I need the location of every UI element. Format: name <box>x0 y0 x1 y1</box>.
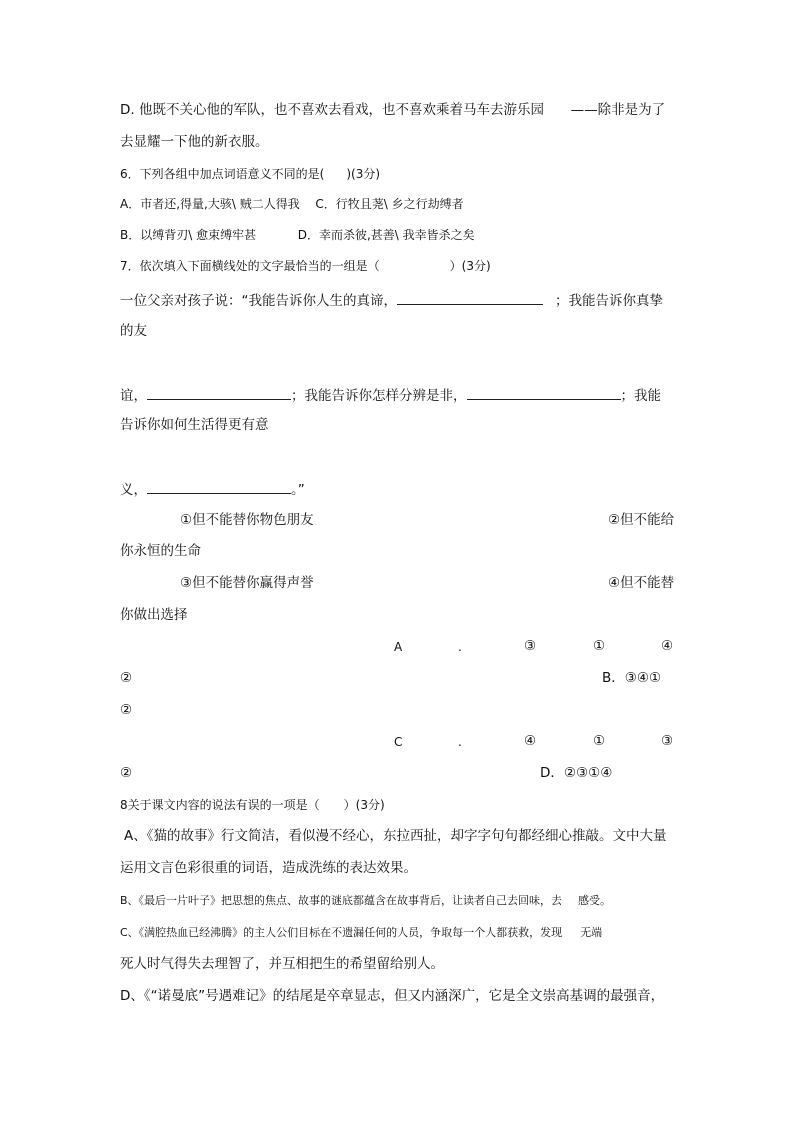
q7-choice-c-dot: . <box>458 735 462 749</box>
q7-item-2: ②但不能给 <box>608 512 675 528</box>
q7-blank-1[interactable] <box>397 290 543 305</box>
q5-option-d-tail: ——除非是为了 <box>570 102 666 118</box>
q6-stem <box>120 165 380 183</box>
q7-passage-part1: 一位父亲对孩子说：“我能告诉你人生的真谛， <box>120 293 397 309</box>
q6-option-d: D．幸而杀彼,甚善\ 我幸皆杀之矣 <box>297 228 475 242</box>
q7-choice-c-item2: ① <box>593 733 606 749</box>
q5-option-d-line2: 去显耀一下他的新衣服。 <box>120 134 269 150</box>
q7-passage-part3: 谊， <box>120 388 147 404</box>
q8-option-c-tail: 无端 <box>580 926 603 939</box>
q7-choice-a-item2: ① <box>593 638 606 654</box>
q7-item-4-cont: 你做出选择 <box>120 607 188 623</box>
q7-blank-3[interactable] <box>467 385 621 400</box>
q7-passage-line1 <box>120 290 663 310</box>
q7-blank-2[interactable] <box>147 385 291 400</box>
q6-options-row1 <box>120 195 464 213</box>
q8-option-c-line2: 死人时气得失去理智了，并互相把生的希望留给别人。 <box>120 956 444 972</box>
q8-option-c-text: C、《满腔热血已经沸腾》的主人公们目标在不遗漏任何的人员，争取每一个人都获救，发现 <box>120 926 563 939</box>
q7-stem <box>120 257 491 275</box>
q7-choice-b-cont: ② <box>120 702 133 718</box>
q7-choice-d: D．②③①④ <box>540 765 613 781</box>
q8-stem-text: 8关于课文内容的说法有误的一项是（ <box>120 798 320 812</box>
q7-choice-c-item1: ④ <box>524 733 537 749</box>
q8-option-a-line1: A、《猫的故事》行文简洁，看似漫不经心，东拉西扯，却字字句句都经细心推敲。文中大量 <box>124 828 667 844</box>
q6-stem-score: )(3分) <box>346 167 381 181</box>
q7-choice-a-item4: ② <box>120 670 133 686</box>
q7-item-1: ①但不能替你物色朋友 <box>180 512 314 528</box>
q7-passage-part5: ；我能 <box>620 388 661 404</box>
q8-option-a-line2: 运用文言色彩很重的词语，造成洗练的表达效果。 <box>120 860 417 876</box>
q7-choice-a-letter: A <box>394 640 403 654</box>
q7-choice-c-item4: ② <box>120 765 133 781</box>
q7-passage-line2: 的友 <box>120 323 147 339</box>
q7-choice-a-item3: ④ <box>661 638 674 654</box>
q8-option-b-text: B、《最后一片叶子》把思想的焦点、故事的谜底都蕴含在故事背后，让读者自己去回味，去 <box>120 894 563 907</box>
q8-option-b <box>120 892 611 910</box>
q7-item-3: ③但不能替你赢得声誉 <box>180 575 314 591</box>
q8-stem-score: ）(3分) <box>343 798 385 812</box>
q8-stem <box>120 796 385 814</box>
q6-option-c: C．行牧且荛\ 乡之行劫缚者 <box>315 197 464 211</box>
q7-passage-part4: ；我能告诉你怎样分辨是非， <box>291 388 467 404</box>
q7-passage-line3 <box>120 385 661 405</box>
q5-option-d-text: D. 他既不关心他的军队，也不喜欢去看戏，也不喜欢乘着马车去游乐园 <box>120 102 544 118</box>
q8-option-d: D、《“诺曼底”号遇难记》的结尾是卒章显志，但又内涵深广，它是全文崇高基调的最强音， <box>120 988 665 1004</box>
q6-stem-text: 6．下列各组中加点词语意义不同的是( <box>120 167 325 181</box>
q7-item-4: ④但不能替 <box>608 575 675 591</box>
q7-passage-part6: 义， <box>120 482 147 498</box>
q7-choice-a-dot: . <box>458 640 462 654</box>
q7-passage-part7: 。” <box>291 482 305 498</box>
q7-choice-c-item3: ③ <box>661 733 674 749</box>
q7-passage-part2: ；我能告诉你真挚 <box>555 293 663 309</box>
q7-choice-a-item1: ③ <box>524 638 537 654</box>
q7-blank-4[interactable] <box>147 479 291 494</box>
q8-option-b-tail: 感受。 <box>578 894 612 907</box>
q6-options-row2 <box>120 226 475 244</box>
q6-option-a: A．市者还,得量,大骇\ 贼二人得我 <box>120 197 300 211</box>
q7-stem-score: ）(3分) <box>449 259 491 273</box>
q7-choice-c-letter: C <box>394 735 403 749</box>
q7-choice-b: B．③④① <box>602 670 662 686</box>
q6-option-b: B．以缚背刃\ 愈束缚牢甚 <box>120 228 257 242</box>
q7-passage-line4: 告诉你如何生活得更有意 <box>120 417 269 433</box>
q7-stem-text: 7．依次填入下面横线处的文字最恰当的一组是（ <box>120 259 380 273</box>
q5-option-d-line1 <box>120 101 665 119</box>
q7-item-2-cont: 你永恒的生命 <box>120 543 201 559</box>
q7-passage-line5 <box>120 479 305 499</box>
q8-option-c <box>120 924 602 942</box>
